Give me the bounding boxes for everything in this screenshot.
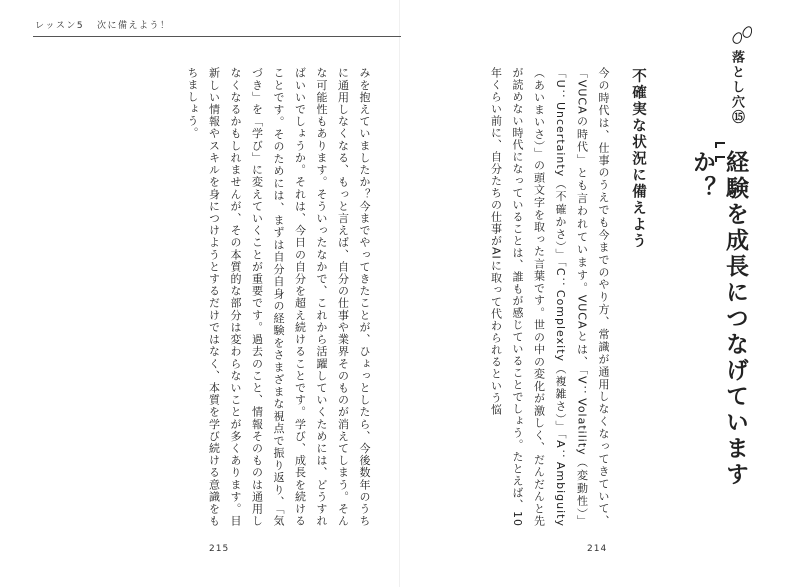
page-number-right: 214 <box>587 544 608 554</box>
header-rule <box>33 36 401 37</box>
section-subheading: 不確実な状況に備えよう <box>630 68 646 250</box>
heading-bracket-top <box>715 142 725 144</box>
chapter-heading: 経験を成長につなげていますか？ <box>689 150 748 488</box>
pitfall-label: 落とし穴⑮ <box>729 50 744 125</box>
running-header-title: 次に備えよう！ <box>97 21 171 31</box>
right-page-body: 今の時代は、仕事のうえでも今までのやり方、常識が通用しなくなってきていて、「VUCAの時代」とも言われています。VUCAとは、「V：Volatility（変動性）」「U：Uncertainty（不確かさ）」「C：Complexity（複雑さ）」「A：Ambiguity（あいまいさ）」の頭文字を取った言葉です。世の中の変化が激しく、だんだんと先が読めない時代になっていることは、誰もが感じていることでしょう。たとえば、10年くらい前に、自分たちの仕事がAIに取って代わられるという悩 <box>489 67 610 527</box>
page-number-left: 215 <box>209 544 230 554</box>
page-gutter <box>399 0 400 587</box>
left-page-body: みを抱えていましたか？今までやってきたことが、ひょっとしたら、今後数年のうちに通用しなくなる、もっと言えば、自分の仕事や業界そのものが消えてしまう。そんな可能性もあります。そういったなかで、これから活躍していくためには、どうすればいいでしょうか。それは、今日の自分を超え続けることです。学び、成長を続けることです。そのためには、まずは自分自身の経験をさまざまな視点で振り返り、「気づき」を「学び」に変えていくことが重要です。過去のこと、情報そのものは通用しなくなるかもしれませんが、その本質的な部分は変わらないことが多くあります。目新しい情報やスキルを身につけようとするだけではなく、本質を学び続ける意識をもちましょう。 <box>186 67 371 527</box>
running-header-lesson: レッスン5 <box>35 21 85 31</box>
